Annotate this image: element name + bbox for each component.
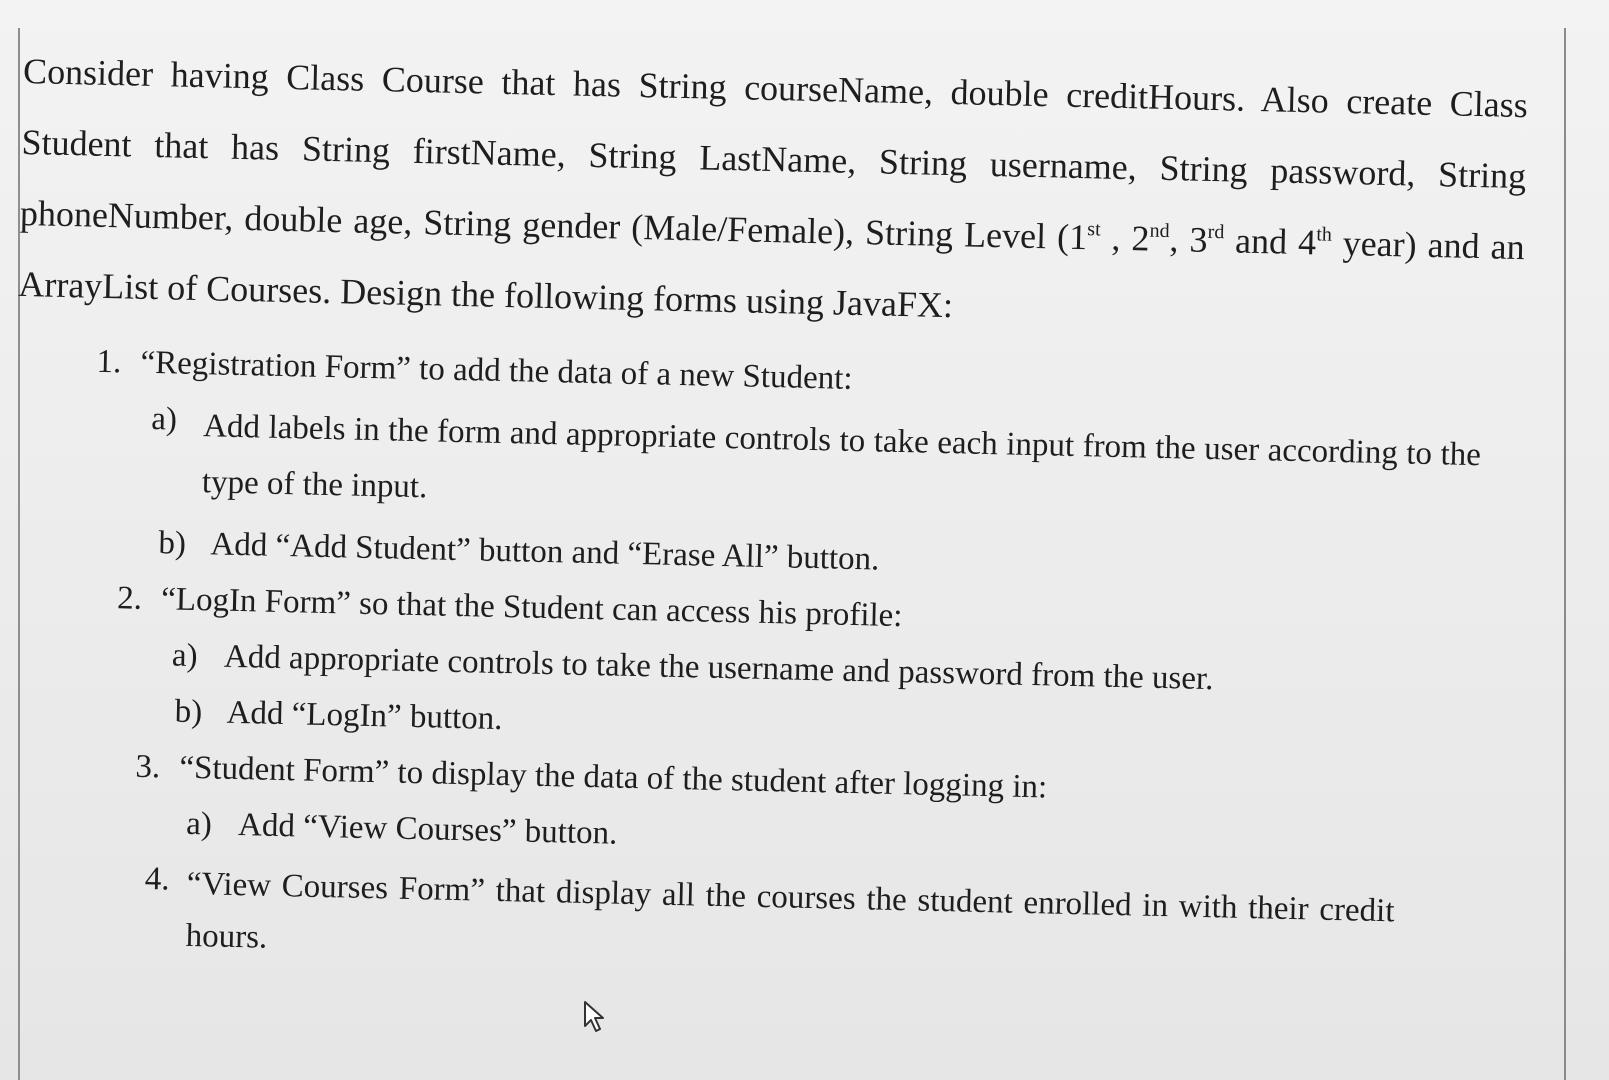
sub-letter: b) [174,693,203,731]
superscript-rd: rd [1207,220,1225,244]
item-text: “LogIn Form” so that the Student can access his profile: [160,581,903,635]
superscript-th: th [1316,223,1333,246]
item-number: 4. [144,860,171,898]
sub-text: Add labels in the form and appropriate controls to take each input from the user according to the type of the input. [201,408,1482,506]
item-text: “View Courses Form” that display all the courses the student enrolled in with their credit hours. [185,865,1395,956]
intro-sep-1: , 2 [1100,217,1150,259]
document-content [3,36,1554,1004]
sub-letter: a) [171,637,199,675]
item-number: 3. [135,748,161,786]
intro-paragraph [18,36,1529,354]
list-item-4 [143,857,1395,989]
mouse-pointer-icon [582,1000,612,1034]
item-text: “Student Form” to display the data of the student after logging in: [179,749,1048,806]
item-number: 2. [116,580,143,617]
sub-letter: b) [158,525,187,562]
sub-letter: a) [150,400,178,438]
superscript-nd: nd [1149,219,1170,243]
item-number: 1. [96,343,122,381]
sub-text: Add “LogIn” button. [226,694,503,738]
intro-sep-2: , 3 [1169,219,1208,260]
sub-text: Add “View Courses” button. [237,807,618,852]
sub-letter: a) [185,805,213,843]
intro-text: Consider having Class Course that has String courseName, double creditHours. Also create Class Student that has String firstName, String LastName, String username, String password, String phoneNumber, double age, String gender (Male/Female), String Level (1 [19,50,1529,258]
sub-item-1a [149,397,1481,539]
requirements-list [3,338,1547,993]
sub-text: Add “Add Student” button and “Erase All” button. [210,526,880,578]
superscript-st: st [1087,218,1101,241]
sub-text: Add appropriate controls to take the username and password from the user. [223,638,1214,698]
item-text: “Registration Form” to add the data of a new Student: [140,344,853,397]
intro-text-end: year) and an ArrayList of Courses. Design the following forms using JavaFX: [17,222,1526,326]
intro-sep-3: and 4 [1223,220,1317,263]
